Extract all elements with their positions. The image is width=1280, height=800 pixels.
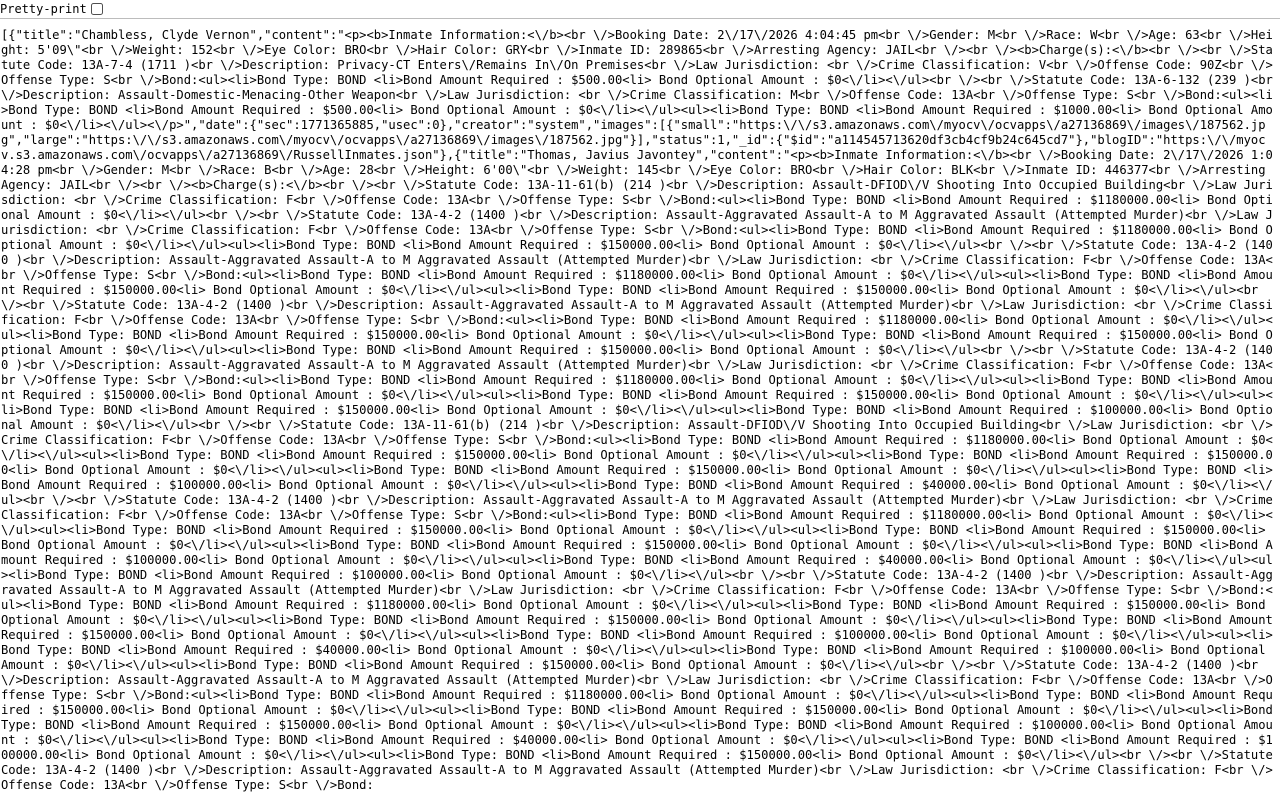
pretty-print-checkbox[interactable] <box>91 3 103 15</box>
raw-json-body: [{"title":"Chambless, Clyde Vernon","content":"<p><b>Inmate Information:<\/b><br \/>Booking Date: 2\/17\/2026 4:04:45 pm<br \/>Gender: M<br \/>Race: W<br \/>Age: 63<br \/>Height: 5'09\"<br \/>Weight: 152<br \/>Eye Color: BRO<br \/>Hair Color: GRY<br \/>Inmate ID: 289865<br \/>Arresting Agency: JAIL<br \/><br \/><b>Charge(s):<\/b><br \/><br \/>Statute Code: 13A-7-4 (1711 )<br \/>Description: Privacy-CT Enters\/Remains In\/On Premises<br \/>Law Jurisdiction: <br \/>Crime Classification: V<br \/>Offense Code: 90Z<br \/>Offense Type: S<br \/>Bond:<ul><li>Bond Type: BOND <li>Bond Amount Required : $500.00<li> Bond Optional Amount : $0<\/li><\/ul><br \/><br \/>Statute Code: 13A-6-132 (239 )<br \/>Description: Assault-Domestic-Menacing-Other Weapon<br \/>Law Jurisdiction: <br \/>Crime Classification: M<br \/>Offense Code: 13A<br \/>Offense Type: S<br \/>Bond:<ul><li>Bond Type: BOND <li>Bond Amount Required : $500.00<li> Bond Optional Amount : $0<\/li><\/ul><ul><li>Bond Type: BOND <li>Bond Amount Required : $1000.00<li> Bond Optional Amount : $0<\/li><\/ul><\/p>","date":{"sec":1771365885,"usec":0},"creator":"system","images":[{"small":"https:\/\/s3.amazonaws.com\/myocv\/ocvapps\/a27136869\/images\/187562.jpg","large":"https:\/\/s3.amazonaws.com\/myocv\/ocvapps\/a27136869\/images\/187562.jpg"}],"status":1,"_id":{"$id":"a114545713620df3cb4cf9b24c645cd7"},"blogID":"https:\/\/myocv.s3.amazonaws.com\/ocvapps\/a27136869\/RussellInmates.json"},{"title":"Thomas, Javius Javontey","content":"<p><b>Inmate Information:<\/b><br \/>Booking Date: 2\/17\/2026 1:04:28 pm<br \/>Gender: M<br \/>Race: B<br \/>Age: 28<br \/>Height: 6'00\"<br \/>Weight: 145<br \/>Eye Color: BRO<br \/>Hair Color: BLK<br \/>Inmate ID: 446377<br \/>Arresting Agency: JAIL<br \/><br \/><b>Charge(s):<\/b><br \/><br \/>Statute Code: 13A-11-61(b) (214 )<br \/>Description: Assault-DFIOD\/V Shooting Into Occupied Building<br \/>Law Jurisdiction: <br \/>Crime Classification: F<br \/>Offense Code: 13A<br \/>Offense Type: S<br \/>Bond:<ul><li>Bond Type: BOND <li>Bond Amount Required : $1180000.00<li> Bond Optional Amount : $0<\/li><\/ul><br \/><br \/>Statute Code: 13A-4-2 (1400 )<br \/>Description: Assault-Aggravated Assault-A to M Aggravated Assault (Attempted Murder)<br \/>Law Jurisdiction: <br \/>Crime Classification: F<br \/>Offense Code: 13A<br \/>Offense Type: S<br \/>Bond:<ul><li>Bond Type: BOND <li>Bond Amount Required : $1180000.00<li> Bond Optional Amount : $0<\/li><\/ul><ul><li>Bond Type: BOND <li>Bond Amount Required : $150000.00<li> Bond Optional Amount : $0<\/li><\/ul><br \/><br \/>Statute Code: 13A-4-2 (1400 )<br \/>Description: Assault-Aggravated Assault-A to M Aggravated Assault (Attempted Murder)<br \/>Law Jurisdiction: <br \/>Crime Classification: F<br \/>Offense Code: 13A<br \/>Offense Type: S<br \/>Bond:<ul><li>Bond Type: BOND <li>Bond Amount Required : $1180000.00<li> Bond Optional Amount : $0<\/li><\/ul><ul><li>Bond Type: BOND <li>Bond Amount Required : $150000.00<li> Bond Optional Amount : $0<\/li><\/ul><ul><li>Bond Type: BOND <li>Bond Amount Required : $150000.00<li> Bond Optional Amount : $0<\/li><\/ul><br \/><br \/>Statute Code: 13A-4-2 (1400 )<br \/>Description: Assault-Aggravated Assault-A to M Aggravated Assault (Attempted Murder)<br \/>Law Jurisdiction: <br \/>Crime Classification: F<br \/>Offense Code: 13A<br \/>Offense Type: S<br \/>Bond:<ul><li>Bond Type: BOND <li>Bond Amount Required : $1180000.00<li> Bond Optional Amount : $0<\/li><\/ul><ul><li>Bond Type: BOND <li>Bond Amount Required : $150000.00<li> Bond Optional Amount : $0<\/li><\/ul><ul><li>Bond Type: BOND <li>Bond Amount Required : $150000.00<li> Bond Optional Amount : $0<\/li><\/ul><ul><li>Bond Type: BOND <li>Bond Amount Required : $150000.00<li> Bond Optional Amount : $0<\/li><\/ul><br \/><br \/>Statute Code: 13A-4-2 (1400 )<br \/>Description: Assault-Aggravated Assault-A to M Aggravated Assault (Attempted Murder)<br \/>Law Jurisdiction: <br \/>Crime Classification: F<br \/>Offense Code: 13A<br \/>Offense Type: S<br \/>Bond:<ul><li>Bond Type: BOND <li>Bond Amount Required : $1180000.00<li> Bond Optional Amount : $0<\/li><\/ul><ul><li>Bond Type: BOND <li>Bond Amount Required : $150000.00<li> Bond Optional Amount : $0<\/li><\/ul><ul><li>Bond Type: BOND <li>Bond Amount Required : $150000.00<li> Bond Optional Amount : $0<\/li><\/ul><ul><li>Bond Type: BOND <li>Bond Amount Required : $150000.00<li> Bond Optional Amount : $0<\/li><\/ul><ul><li>Bond Type: BOND <li>Bond Amount Required : $100000.00<li> Bond Optional Amount : $0<\/li><\/ul><br \/><br \/>Statute Code: 13A-11-61(b) (214 )<br \/>Description: Assault-DFIOD\/V Shooting Into Occupied Building<br \/>Law Jurisdiction: <br \/>Crime Classification: F<br \/>Offense Code: 13A<br \/>Offense Type: S<br \/>Bond:<ul><li>Bond Type: BOND <li>Bond Amount Required : $1180000.00<li> Bond Optional Amount : $0<\/li><\/ul><ul><li>Bond Type: BOND <li>Bond Amount Required : $150000.00<li> Bond Optional Amount : $0<\/li><\/ul><ul><li>Bond Type: BOND <li>Bond Amount Required : $150000.00<li> Bond Optional Amount : $0<\/li><\/ul><ul><li>Bond Type: BOND <li>Bond Amount Required : $150000.00<li> Bond Optional Amount : $0<\/li><\/ul><ul><li>Bond Type: BOND <li>Bond Amount Required : $100000.00<li> Bond Optional Amount : $0<\/li><\/ul><ul><li>Bond Type: BOND <li>Bond Amount Required : $40000.00<li> Bond Optional Amount : $0<\/li><\/ul><br \/><br \/>Statute Code: 13A-4-2 (1400 )<br \/>Description: Assault-Aggravated Assault-A to M Aggravated Assault (Attempted Murder)<br \/>Law Jurisdiction: <br \/>Crime Classification: F<br \/>Offense Code: 13A<br \/>Offense Type: S<br \/>Bond:<ul><li>Bond Type: BOND <li>Bond Amount Required : $1180000.00<li> Bond Optional Amount : $0<\/li><\/ul><ul><li>Bond Type: BOND <li>Bond Amount Required : $150000.00<li> Bond Optional Amount : $0<\/li><\/ul><ul><li>Bond Type: BOND <li>Bond Amount Required : $150000.00<li> Bond Optional Amount : $0<\/li><\/ul><ul><li>Bond Type: BOND <li>Bond Amount Required : $150000.00<li> Bond Optional Amount : $0<\/li><\/ul><ul><li>Bond Type: BOND <li>Bond Amount Required : $100000.00<li> Bond Optional Amount : $0<\/li><\/ul><ul><li>Bond Type: BOND <li>Bond Amount Required : $40000.00<li> Bond Optional Amount : $0<\/li><\/ul><ul><li>Bond Type: BOND <li>Bond Amount Required : $100000.00<li> Bond Optional Amount : $0<\/li><\/ul><br \/><br \/>Statute Code: 13A-4-2 (1400 )<br \/>Description: Assault-Aggravated Assault-A to M Aggravated Assault (Attempted Murder)<br \/>Law Jurisdiction: <br \/>Crime Classification: F<br \/>Offense Code: 13A<br \/>Offense Type: S<br \/>Bond:<ul><li>Bond Type: BOND <li>Bond Amount Required : $1180000.00<li> Bond Optional Amount : $0<\/li><\/ul><ul><li>Bond Type: BOND <li>Bond Amount Required : $150000.00<li> Bond Optional Amount : $0<\/li><\/ul><ul><li>Bond Type: BOND <li>Bond Amount Required : $150000.00<li> Bond Optional Amount : $0<\/li><\/ul><ul><li>Bond Type: BOND <li>Bond Amount Required : $150000.00<li> Bond Optional Amount : $0<\/li><\/ul><ul><li>Bond Type: BOND <li>Bond Amount Required : $100000.00<li> Bond Optional Amount : $0<\/li><\/ul><ul><li>Bond Type: BOND <li>Bond Amount Required : $40000.00<li> Bond Optional Amount : $0<\/li><\/ul><ul><li>Bond Type: BOND <li>Bond Amount Required : $100000.00<li> Bond Optional Amount : $0<\/li><\/ul><ul><li>Bond Type: BOND <li>Bond Amount Required : $150000.00<li> Bond Optional Amount : $0<\/li><\/ul><br \/><br \/>Statute Code: 13A-4-2 (1400 )<br \/>Description: Assault-Aggravated Assault-A to M Aggravated Assault (Attempted Murder)<br \/>Law Jurisdiction: <br \/>Crime Classification: F<br \/>Offense Code: 13A<br \/>Offense Type: S<br \/>Bond:<ul><li>Bond Type: BOND <li>Bond Amount Required : $1180000.00<li> Bond Optional Amount : $0<\/li><\/ul><ul><li>Bond Type: BOND <li>Bond Amount Required : $150000.00<li> Bond Optional Amount : $0<\/li><\/ul><ul><li>Bond Type: BOND <li>Bond Amount Required : $150000.00<li> Bond Optional Amount : $0<\/li><\/ul><ul><li>Bond Type: BOND <li>Bond Amount Required : $150000.00<li> Bond Optional Amount : $0<\/li><\/ul><ul><li>Bond Type: BOND <li>Bond Amount Required : $100000.00<li> Bond Optional Amount : $0<\/li><\/ul><ul><li>Bond Type: BOND <li>Bond Amount Required : $40000.00<li> Bond Optional Amount : $0<\/li><\/ul><ul><li>Bond Type: BOND <li>Bond Amount Required : $100000.00<li> Bond Optional Amount : $0<\/li><\/ul><ul><li>Bond Type: BOND <li>Bond Amount Required : $150000.00<li> Bond Optional Amount : $0<\/li><\/ul><br \/><br \/>Statute Code: 13A-4-2 (1400 )<br \/>Description: Assault-Aggravated Assault-A to M Aggravated Assault (Attempted Murder)<br \/>Law Jurisdiction: <br \/>Crime Classification: F<br \/>Offense Code: 13A<br \/>Offense Type: S<br \/>Bond: <box>1 28 1280 792</box>
json-viewer-toolbar <box>0 0 1280 19</box>
pretty-print-label: Pretty-print <box>0 1 87 16</box>
pretty-print-toggle[interactable] <box>0 0 103 19</box>
